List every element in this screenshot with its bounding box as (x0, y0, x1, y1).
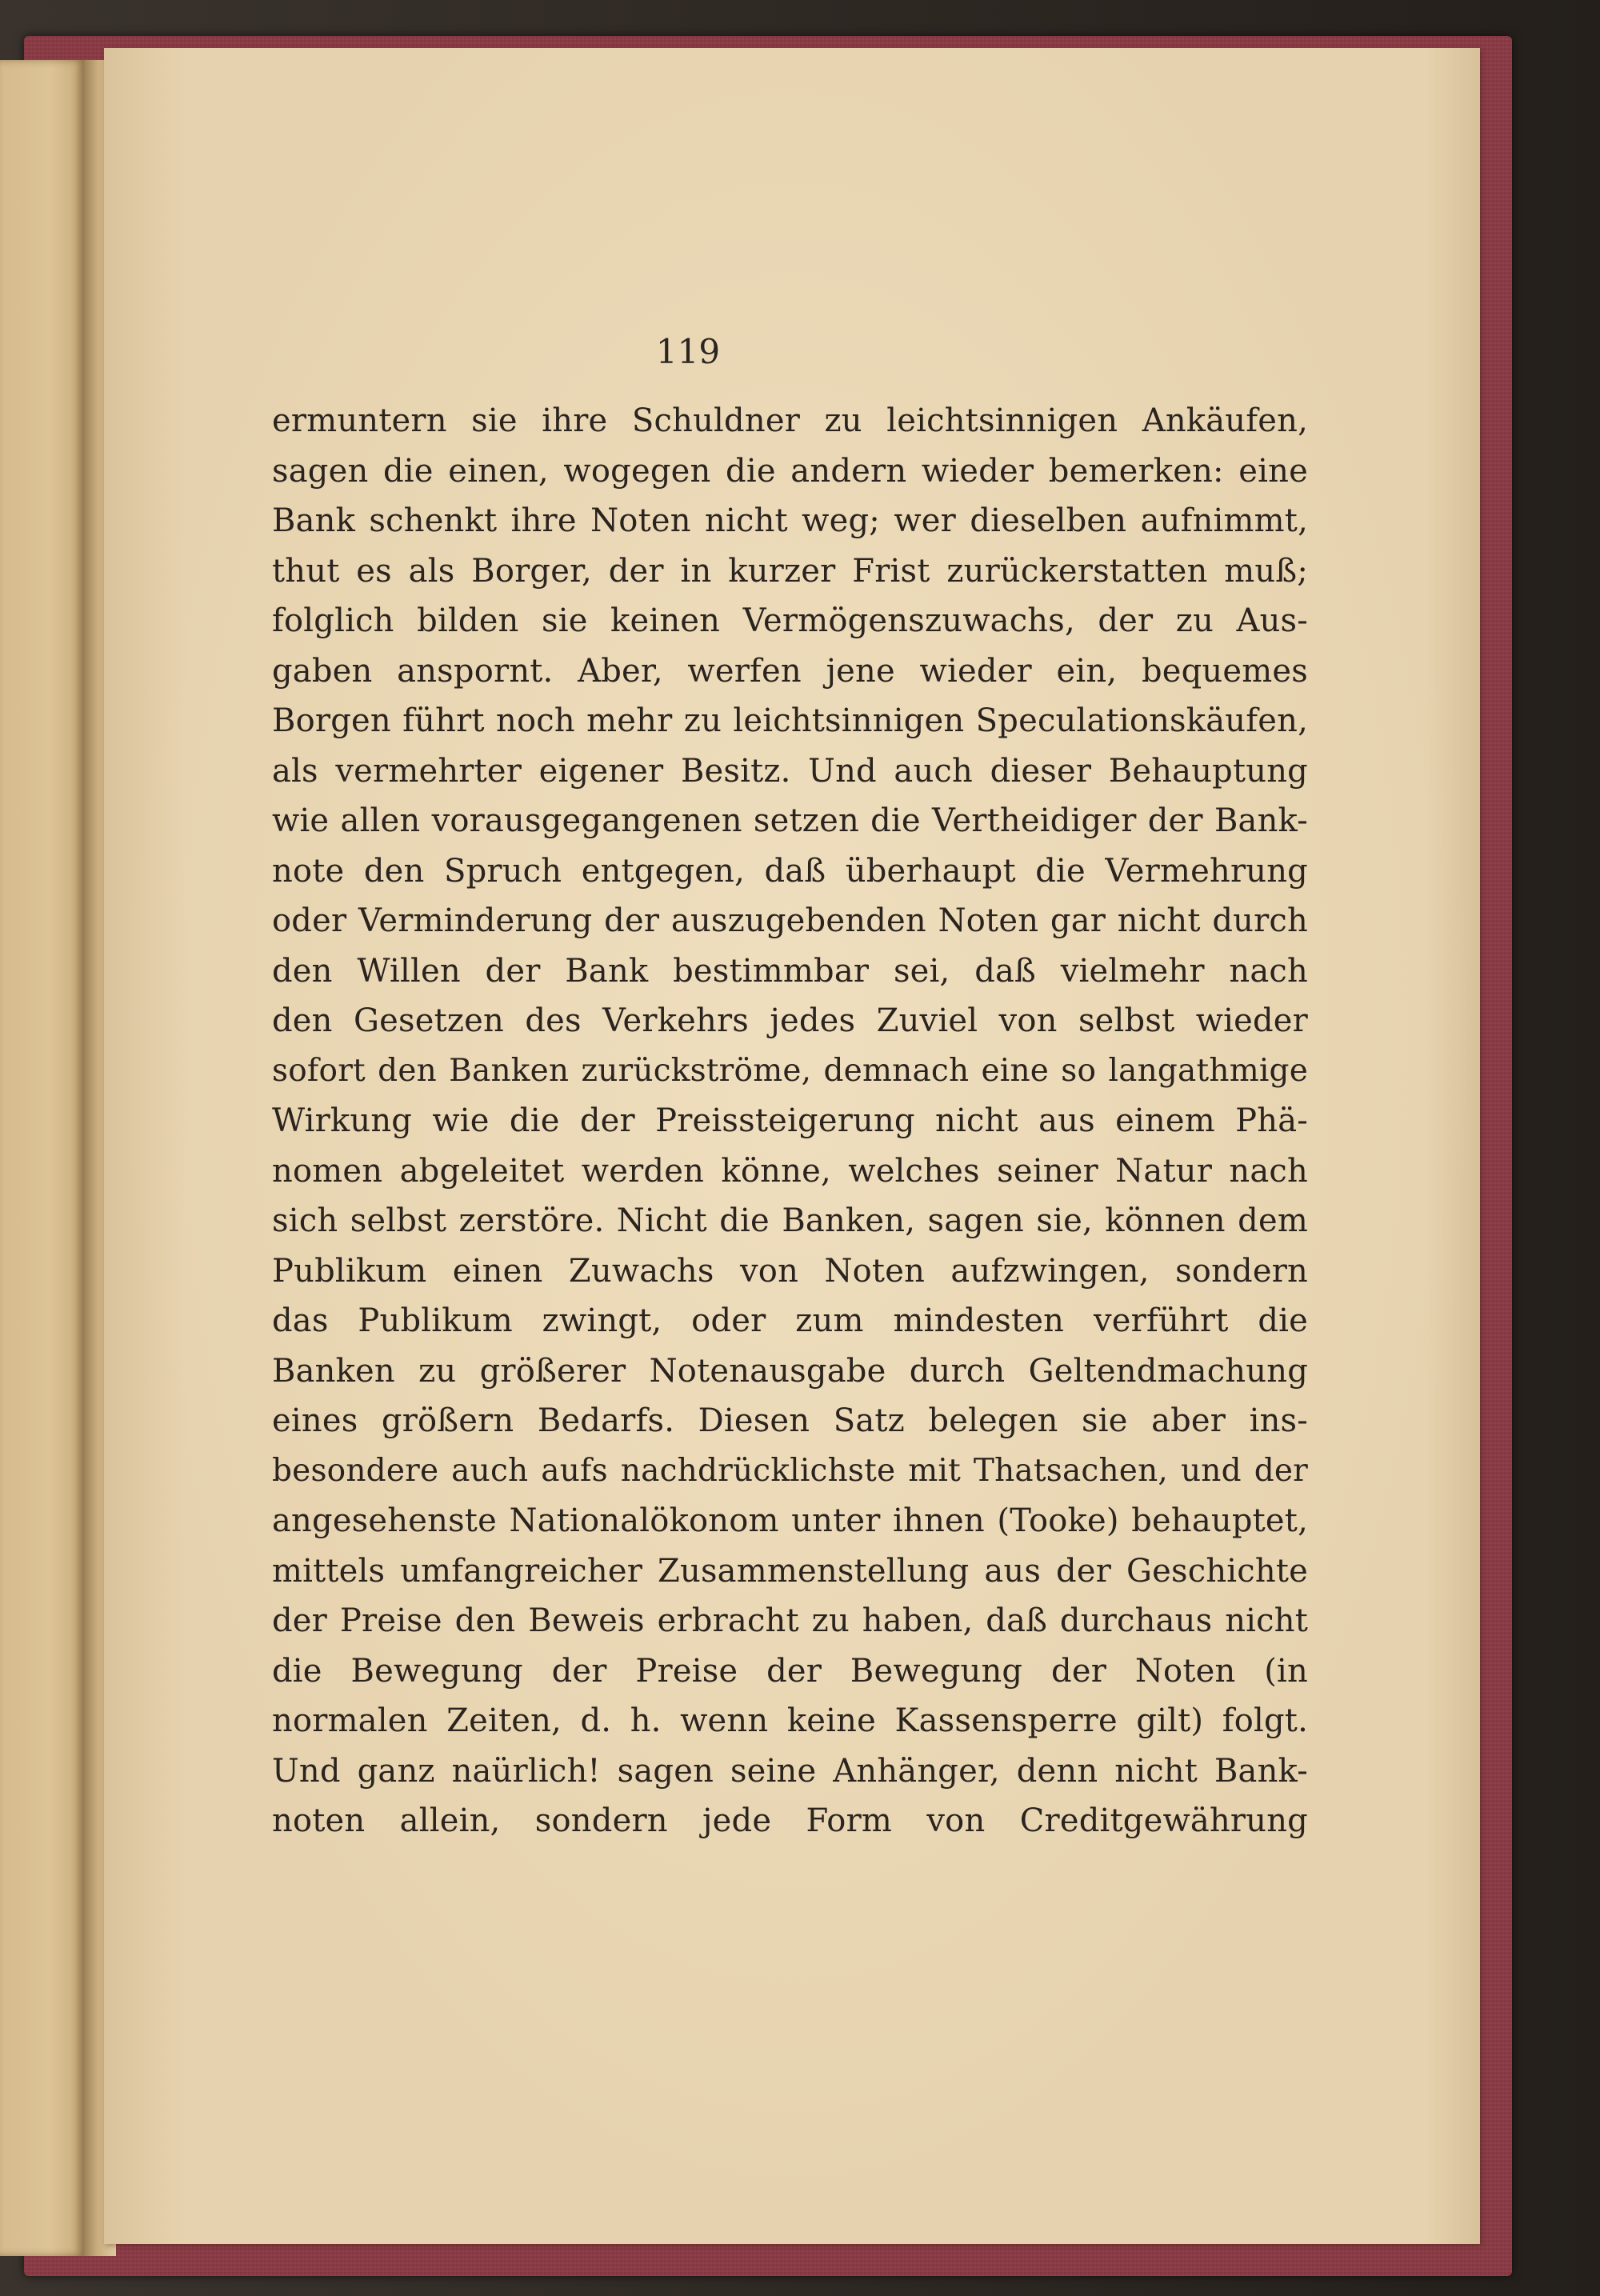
text-line: thut es als Borger, der in kurzer Frist zurückerstatten muß; (272, 552, 1308, 590)
text-line: Wirkung wie die der Preissteigerung nicht aus einem Phä- (272, 1102, 1308, 1139)
text-line: Borgen führt noch mehr zu leichtsinnigen Speculationskäufen, (272, 702, 1308, 739)
text-line: das Publikum zwingt, oder zum mindesten verführt die (272, 1302, 1308, 1339)
text-line: wie allen vorausgegangenen setzen die Vertheidiger der Bank- (272, 802, 1308, 839)
text-line: sofort den Banken zurückströme, demnach eine so langathmige (272, 1052, 1308, 1089)
text-line: besondere auch aufs nachdrücklichste mit Thatsachen, und der (272, 1452, 1308, 1489)
text-line: eines größern Bedarfs. Diesen Satz belegen sie aber ins- (272, 1402, 1308, 1439)
text-line: nomen abgeleitet werden könne, welches seiner Natur nach (272, 1152, 1308, 1190)
text-line: den Willen der Bank bestimmbar sei, daß vielmehr nach (272, 952, 1308, 990)
body-text (272, 396, 1308, 1846)
text-line: Und ganz naürlich! sagen seine Anhänger, denn nicht Bank- (272, 1752, 1308, 1790)
book-page (104, 48, 1480, 2244)
text-line: sich selbst zerstöre. Nicht die Banken, sagen sie, können dem (272, 1202, 1308, 1239)
previous-page-edge (0, 60, 84, 2256)
text-line: angesehenste Nationalökonom unter ihnen (Tooke) behauptet, (272, 1502, 1308, 1539)
text-line: als vermehrter eigener Besitz. Und auch dieser Behauptung (272, 752, 1308, 790)
text-line: die Bewegung der Preise der Bewegung der Noten (in (272, 1652, 1308, 1690)
text-line: folglich bilden sie keinen Vermögenszuwachs, der zu Aus- (272, 602, 1308, 639)
text-line: noten allein, sondern jede Form von Creditgewährung (272, 1802, 1308, 1839)
text-line: den Gesetzen des Verkehrs jedes Zuviel von selbst wieder (272, 1002, 1308, 1039)
text-line: oder Verminderung der auszugebenden Noten gar nicht durch (272, 902, 1308, 939)
text-line: mittels umfangreicher Zusammenstellung aus der Geschichte (272, 1552, 1308, 1590)
text-line: ermuntern sie ihre Schuldner zu leichtsinnigen Ankäufen, (272, 402, 1308, 439)
text-line: note den Spruch entgegen, daß überhaupt die Vermehrung (272, 852, 1308, 890)
text-line: Banken zu größerer Notenausgabe durch Geltendmachung (272, 1352, 1308, 1390)
text-line: Publikum einen Zuwachs von Noten aufzwingen, sondern (272, 1252, 1308, 1290)
text-line: normalen Zeiten, d. h. wenn keine Kassensperre gilt) folgt. (272, 1702, 1308, 1739)
text-line: Bank schenkt ihre Noten nicht weg; wer dieselben aufnimmt, (272, 502, 1308, 539)
text-line: sagen die einen, wogegen die andern wieder bemerken: eine (272, 452, 1308, 490)
text-line: gaben anspornt. Aber, werfen jene wieder ein, bequemes (272, 652, 1308, 690)
text-line: der Preise den Beweis erbracht zu haben, daß durchaus nicht (272, 1602, 1308, 1639)
page-number: 119 (655, 332, 721, 371)
